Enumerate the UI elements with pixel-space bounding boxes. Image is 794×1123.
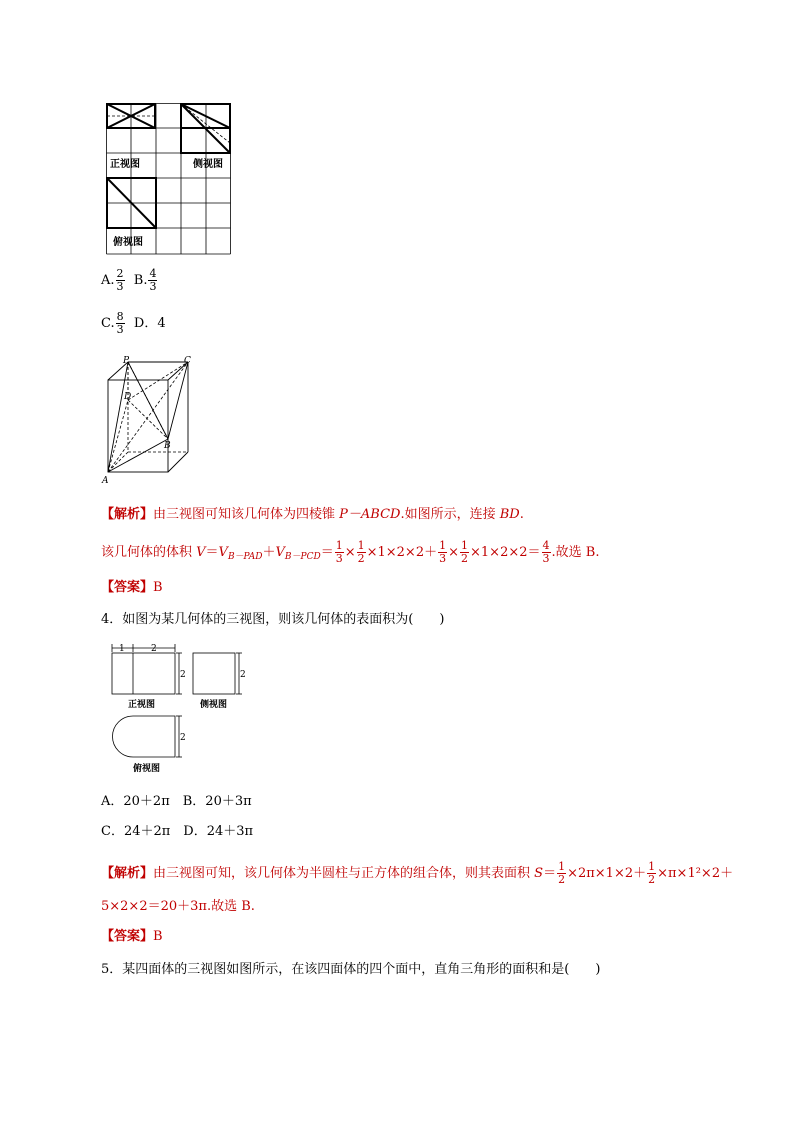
q4-analysis-line1: 【解析】由三视图可知，该几何体为半圆柱与正方体的组合体，则其表面积 S＝ $\frac{1}{2}$ ×2π×1×2＋ $\frac{1}{2}$ ×π×1²×2＋ [101,860,734,886]
three-view-figure-2 [106,640,256,776]
three-view-figure-1 [106,103,231,255]
option-a-prefix: A. [101,273,115,288]
top-view-label-2: 俯视图 [133,764,161,774]
q5-stem: 5．某四面体的三视图如图所示，在该四面体的四个面中，直角三角形的面积和是( ) [101,962,601,977]
q4-options-cd: C．24＋2π D．24＋3π [101,824,254,839]
analysis-tag: 【解析】 [101,507,154,522]
dim-2: 2 [151,644,157,654]
dim-3: 2 [180,670,186,680]
label-p: P [123,356,130,366]
option-d: D．4 [133,316,166,331]
front-view-label: 正视图 [110,159,140,170]
q4-answer: 【答案】B [101,929,163,944]
option-b-prefix: B. [133,273,148,288]
option-b-fraction: $\frac{4}{3}$ [149,267,157,293]
front-view-label-2: 正视图 [128,700,156,710]
q3-answer: 【答案】B [101,580,163,595]
side-view-label: 侧视图 [193,159,223,170]
q4-analysis-line2: 5×2×2＝20＋3π.故选 B. [101,899,255,914]
label-c: C [184,356,191,366]
dim-1: 1 [119,644,125,654]
side-view-label-2: 侧视图 [200,700,228,710]
q4-options-ab: A．20＋2π B．20＋3π [101,794,252,809]
option-row-ab [101,268,158,293]
option-row-cd [101,311,166,336]
label-d: D [124,392,132,402]
q3-analysis-line2: 该几何体的体积 $V=V_{B-PAD}+V_{B-PCD}=$ $\frac{1}{3}$ × $\frac{1}{2}$ ×1×2×2＋ $\frac{1}{3}$ × $\frac{1}{2}$ ×1×2×2＝ $\frac{4}{3}$ .故选 B. [101,539,600,565]
dim-4: 2 [240,670,246,680]
label-a: A [102,476,109,486]
dim-5: 2 [180,733,186,743]
option-a-fraction: $\frac{2}{3}$ [116,267,124,293]
q4-stem: 4．如图为某几何体的三视图，则该几何体的表面积为( ) [101,612,445,627]
top-view-label: 俯视图 [113,237,143,248]
option-c-prefix: C. [101,316,115,331]
q3-analysis-line1: 【解析】由三视图可知该几何体为四棱锥 P－ABCD.如图所示，连接 BD. [101,507,524,522]
cube-pyramid-figure [100,355,200,487]
label-b: B [164,441,171,451]
option-c-fraction: $\frac{8}{3}$ [116,310,124,336]
